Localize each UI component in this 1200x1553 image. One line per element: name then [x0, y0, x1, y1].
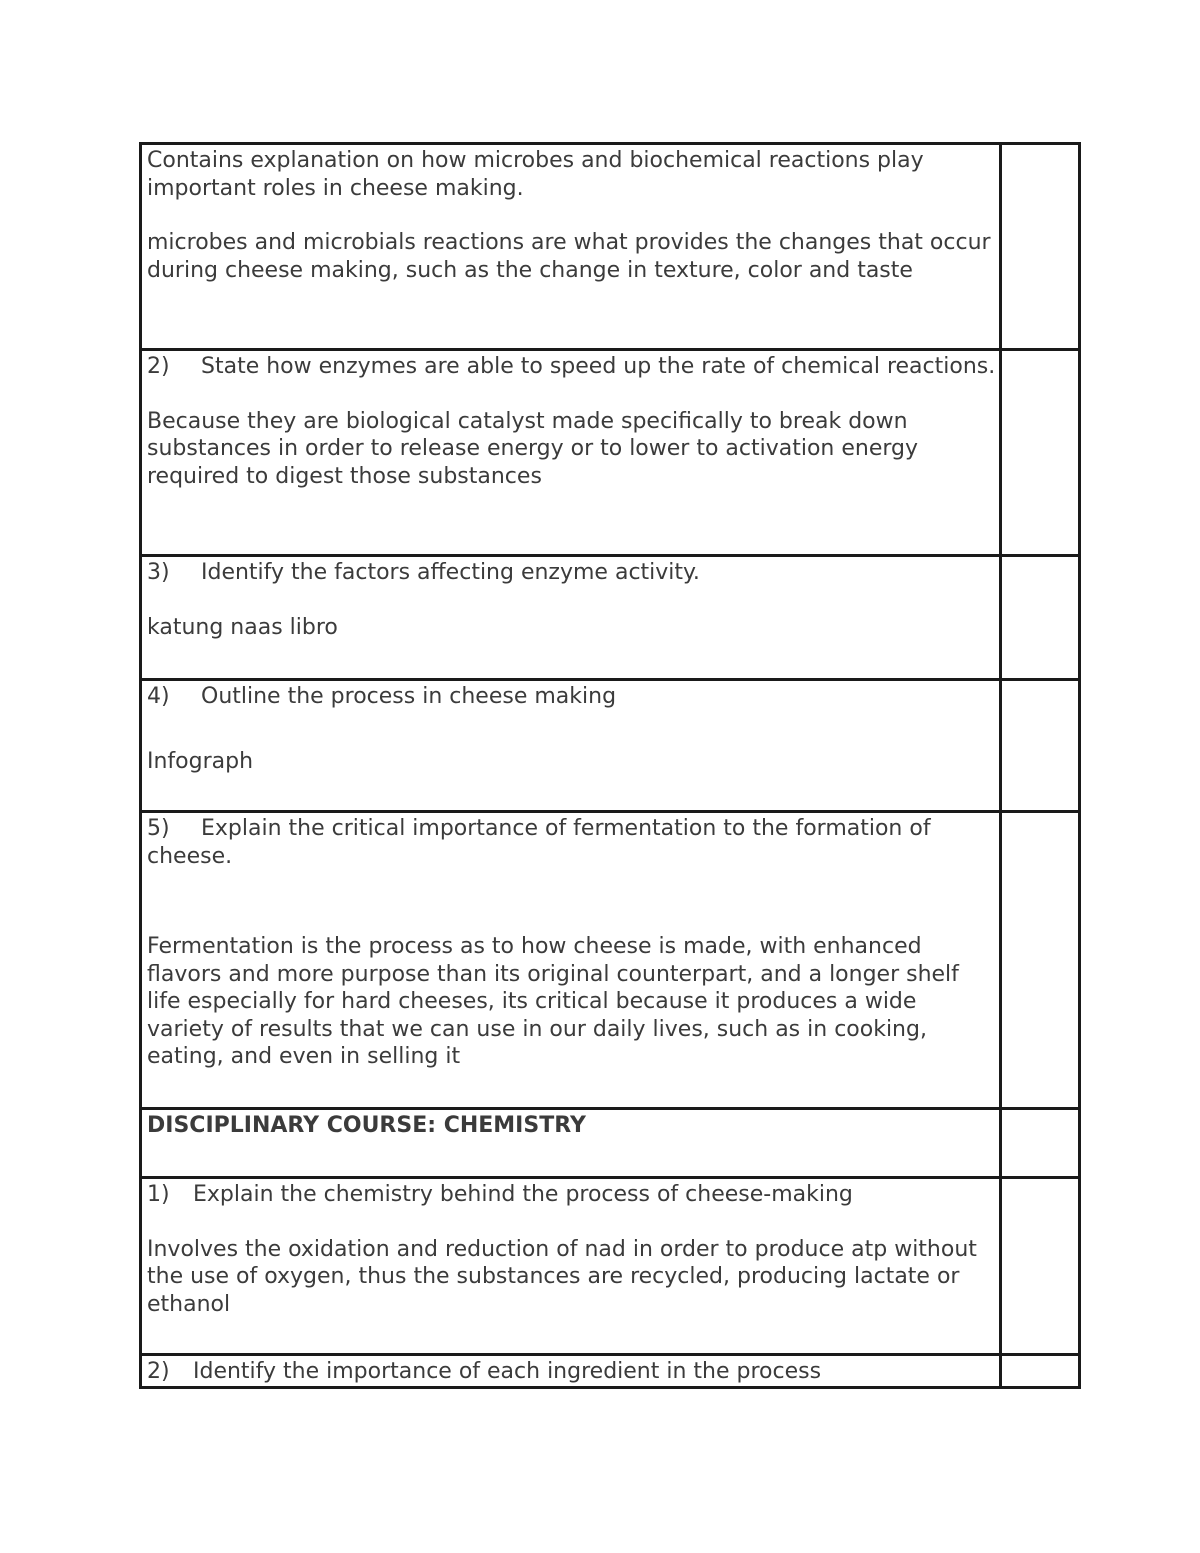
- question-number: 2): [147, 1359, 170, 1384]
- question-text: [147, 815, 999, 870]
- score-cell: [1001, 1178, 1080, 1355]
- score-cell: [1001, 680, 1080, 812]
- answer-text: microbes and microbials reactions are what provides the changes that occur during cheese making, such as the change in texture, color and taste: [147, 230, 991, 283]
- question-cell: [141, 1355, 1001, 1388]
- question-cell: [141, 350, 1001, 556]
- question-label: Explain the chemistry behind the process of cheese-making: [193, 1182, 853, 1207]
- table-row: [141, 1355, 1080, 1388]
- question-text: [147, 1181, 999, 1209]
- answer-text: Involves the oxidation and reduction of nad in order to produce atp without the use of oxygen, thus the substances are recycled, producing lactate or ethanol: [147, 1236, 977, 1317]
- question-label: State how enzymes are able to speed up the rate of chemical reactions.: [201, 354, 996, 379]
- question-label: Identify the importance of each ingredient in the process: [193, 1359, 822, 1384]
- answer-text: Fermentation is the process as to how cheese is made, with enhanced flavors and more purpose than its original counterpart, and a longer shelf life especially for hard cheeses, its critical because it produces a wide variety of results that we can use in our daily lives, such as in cooking, eating, and even in selling it: [147, 934, 959, 1069]
- question-number: 3): [147, 560, 170, 585]
- section-heading: DISCIPLINARY COURSE: CHEMISTRY: [147, 1113, 586, 1138]
- score-cell: [1001, 812, 1080, 1109]
- table-row: [141, 556, 1080, 680]
- question-text: [147, 683, 999, 711]
- question-text: [147, 1358, 999, 1386]
- question-cell: [141, 556, 1001, 680]
- table-row: [141, 812, 1080, 1109]
- question-text: [147, 353, 999, 381]
- score-cell: [1001, 1355, 1080, 1388]
- score-cell: [1001, 556, 1080, 680]
- table-row: [141, 144, 1080, 350]
- table-row: [141, 350, 1080, 556]
- question-label: Outline the process in cheese making: [201, 684, 617, 709]
- question-number: 1): [147, 1182, 170, 1207]
- question-cell: [141, 680, 1001, 812]
- question-label: Explain the critical importance of fermentation to the formation of cheese.: [147, 816, 931, 869]
- question-number: 2): [147, 354, 170, 379]
- question-label: Identify the factors affecting enzyme activity.: [201, 560, 700, 585]
- score-cell: [1001, 1109, 1080, 1178]
- question-cell: [141, 812, 1001, 1109]
- question-text: [147, 559, 999, 587]
- prompt-text: Contains explanation on how microbes and biochemical reactions play important roles in cheese making.: [147, 148, 924, 201]
- answer-text: katung naas libro: [147, 614, 338, 640]
- score-cell: [1001, 144, 1080, 350]
- table-row: [141, 1109, 1080, 1178]
- question-number: 4): [147, 684, 170, 709]
- worksheet-table: [139, 142, 1081, 1389]
- table-row: [141, 1178, 1080, 1355]
- answer-text: Because they are biological catalyst made specifically to break down substances in order to release energy or to lower to activation energy required to digest those substances: [147, 408, 919, 489]
- answer-text: Infograph: [147, 748, 254, 774]
- score-cell: [1001, 350, 1080, 556]
- question-cell: [141, 1178, 1001, 1355]
- question-number: 5): [147, 816, 170, 841]
- question-cell: [141, 144, 1001, 350]
- table-row: [141, 680, 1080, 812]
- heading-cell: [141, 1109, 1001, 1178]
